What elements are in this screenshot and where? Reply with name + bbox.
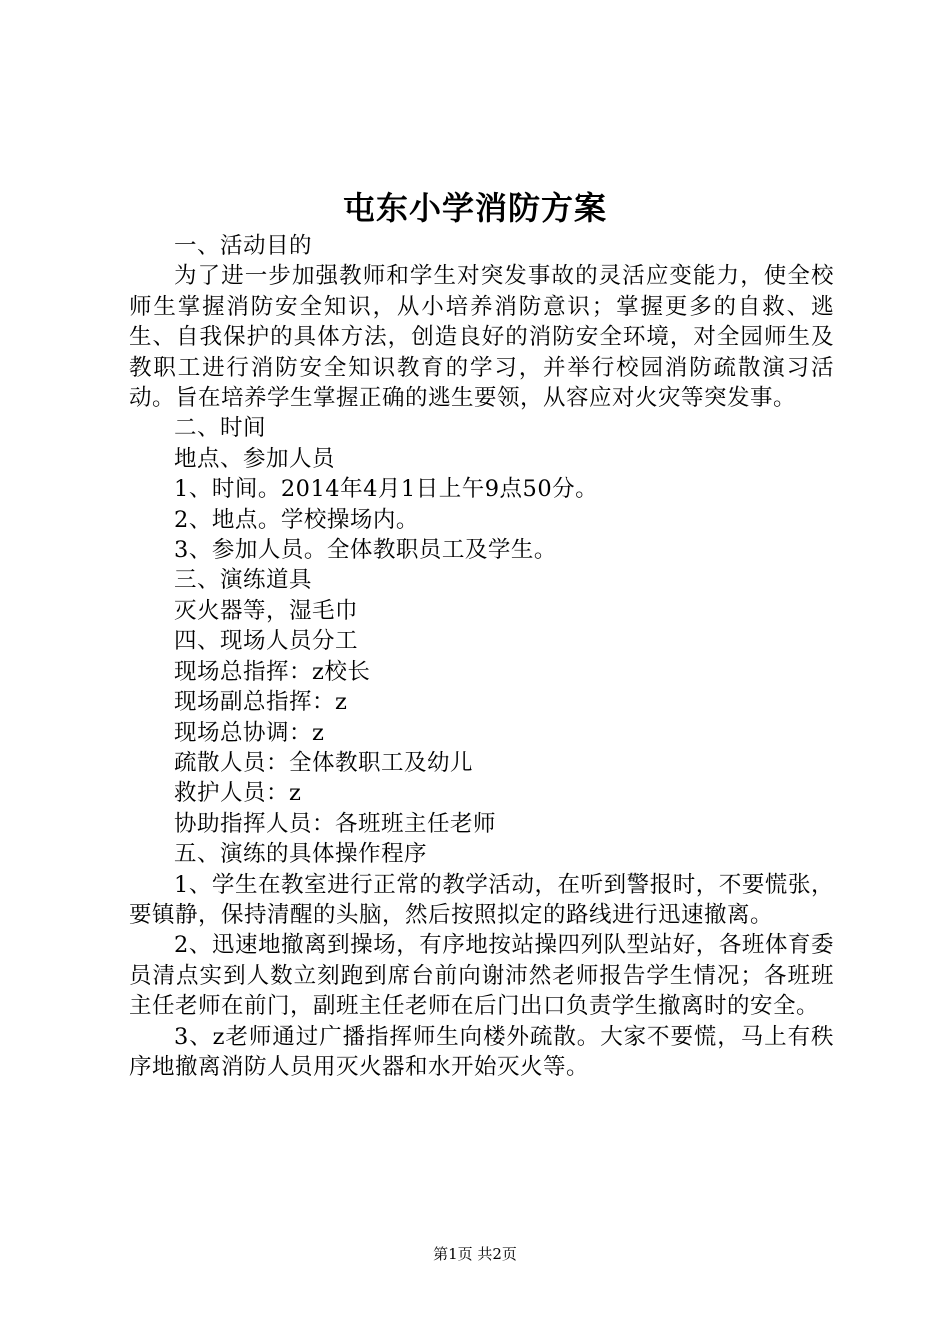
document-title: 屯东小学消防方案 xyxy=(342,189,607,227)
role-rescue: 救护人员：z xyxy=(174,780,302,807)
list-item-time: 1、时间。2014年4月1日上午9点50分。 xyxy=(174,476,599,503)
paragraph-props: 灭火器等，湿毛巾 xyxy=(174,597,359,624)
procedure-step-3: 3、z老师通过广播指挥师生向楼外疏散。大家不要慌，马上有秩序地撤离消防人员用灭火器和水开始灭火等。 xyxy=(129,1023,834,1080)
role-assistant-command: 协助指挥人员：各班班主任老师 xyxy=(174,810,497,837)
section-heading-props: 三、演练道具 xyxy=(174,567,313,594)
section-heading-purpose: 一、活动目的 xyxy=(174,233,313,259)
list-item-participants: 3、参加人员。全体教职员工及学生。 xyxy=(174,537,557,564)
role-deputy-commander: 现场副总指挥：z xyxy=(174,689,348,716)
paragraph-purpose: 为了进一步加强教师和学生对突发事故的灵活应变能力，使全校师生掌握消防安全知识，从小培养消防意识；掌握更多的自救、逃生、自我保护的具体方法，创造良好的消防安全环境，对全园师生及教职工进行消防安全知识教育的学习，并举行校园消防疏散演习活动。旨在培养学生掌握正确的逃生要领，从容应对火灾等突发事。 xyxy=(129,263,834,412)
section-heading-procedure: 五、演练的具体操作程序 xyxy=(174,841,428,868)
procedure-step-2: 2、迅速地撤离到操场，有序地按站操四列队型站好，各班体育委员清点实到人数立刻跑到席台前向谢沛然老师报告学生情况；各班班主任老师在前门，副班主任老师在后门出口负责学生撤离时的安全。 xyxy=(129,932,834,1020)
list-item-place: 2、地点。学校操场内。 xyxy=(174,506,419,533)
page-footer: 第1页 共2页 xyxy=(433,1245,517,1263)
section-heading-place-people: 地点、参加人员 xyxy=(174,445,336,472)
document-body xyxy=(129,231,834,1082)
role-evacuation: 疏散人员：全体教职工及幼儿 xyxy=(174,749,474,776)
section-heading-roles: 四、现场人员分工 xyxy=(174,628,359,655)
role-coordinator: 现场总协调：z xyxy=(174,719,325,746)
procedure-step-1: 1、学生在教室进行正常的教学活动，在听到警报时，不要慌张，要镇静，保持清醒的头脑，然后按照拟定的路线进行迅速撤离。 xyxy=(129,871,834,928)
section-heading-time: 二、时间 xyxy=(174,415,267,442)
role-commander: 现场总指挥：z校长 xyxy=(174,658,371,685)
